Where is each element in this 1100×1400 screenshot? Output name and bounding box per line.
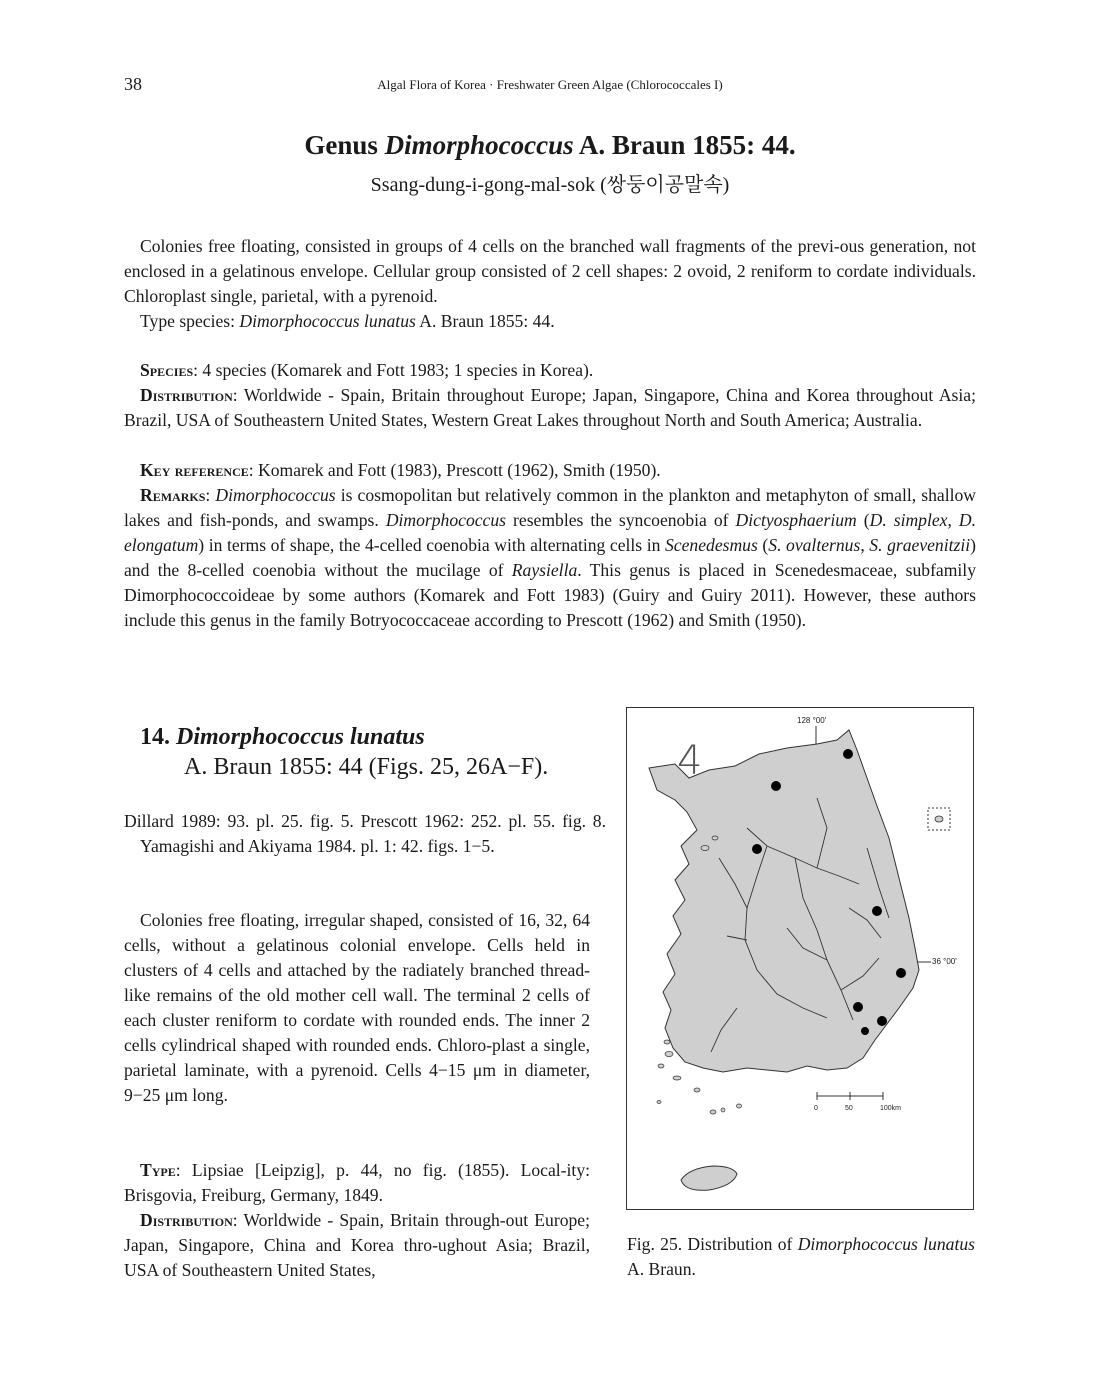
species-text: : 4 species (Komarek and Fott 1983; 1 species in Korea). [193, 360, 594, 380]
remarks-text: . This genus is placed in Scenedesmaceae, subfamily Dimorphococcoideae by some authors (Komarek and Fott 1983) (Guiry and Guiry 2011). However, these authors include this genus in the family Botryococcaceae according to Prescott (1962) and Smith (1950). [124, 560, 976, 630]
distribution-map-figure [626, 707, 974, 1210]
occurrence-dot [861, 1027, 869, 1035]
remarks-text: , [860, 535, 870, 555]
running-title: Algal Flora of Korea · Freshwater Green Algae (Chlorococcales I) [377, 77, 723, 92]
species-type [124, 1158, 590, 1208]
species-author-line: A. Braun 1855: 44 (Figs. 25, 26A−F). [184, 754, 549, 780]
distribution-paragraph [124, 383, 976, 433]
remarks-text: resembles the syncoenobia of [506, 510, 736, 530]
scale-label-50: 50 [845, 1105, 853, 1112]
taxon-name: D. simplex [869, 510, 948, 530]
taxon-name: Dimorphococcus [385, 510, 507, 530]
caption-suffix: A. Braun. [627, 1259, 696, 1279]
genus-authority: A. Braun 1855: 44. [573, 130, 796, 160]
scale-bar [817, 1092, 883, 1100]
genus-description-text: Colonies free floating, consisted in groups of 4 cells on the branched wall fragments of the previ-ous generation, not enclosed in a gelatinous envelope. Cellular group consisted of 2 cell shapes: 2 ovoid, 2 reniform to cordate individuals. Chloroplast single, parietal, with a pyrenoid. [124, 236, 976, 306]
species-number: 14. [140, 724, 176, 750]
map-figure-number: 4 [677, 738, 703, 784]
latitude-label: 36 °00' [932, 957, 957, 966]
species-description: Colonies free floating, irregular shaped, consisted of 16, 32, 64 cells, without a gelatinous colonial envelope. Cells held in clusters of 4 cells and attached by the radiately branched thread-like remains of the old mother cell wall. The terminal 2 cells of each cluster reniform to cordate with rounded ends. The inner 2 cells cylindrical shaped with rounded ends. Chloro-plast a single, parietal laminate, with a pyrenoid. Cells 4−15 μm in diameter, 9−25 μm long. [124, 910, 590, 1105]
remarks-text: ) in terms of shape, the 4-celled coenobia with alternating cells in [198, 535, 665, 555]
occurrence-dot [872, 906, 882, 916]
type-text: : Lipsiae [Leipzig], p. 44, no fig. (1855). Local-ity: Brisgovia, Freiburg, Germany, 1849. [124, 1160, 590, 1205]
key-reference-label: Key reference [140, 460, 249, 480]
type-species [124, 309, 976, 334]
genus-title [0, 130, 1100, 161]
figure-caption [627, 1232, 975, 1282]
species-paragraph [124, 358, 976, 383]
jeju-island [681, 1166, 737, 1190]
occurrence-dot [843, 749, 853, 759]
scale-label-0: 0 [814, 1105, 818, 1112]
genus-description [124, 234, 976, 309]
genus-name: Dimorphococcus [384, 130, 574, 160]
page-number: 38 [124, 74, 142, 94]
taxon-name: Dimorphococcus [215, 485, 336, 505]
species-references: Dillard 1989: 93. pl. 25. fig. 5. Prescott 1962: 252. pl. 55. fig. 8. Yamagishi and Akiyama 1984. pl. 1: 42. figs. 1−5. [124, 811, 606, 856]
key-reference-text: : Komarek and Fott (1983), Prescott (1962), Smith (1950). [248, 460, 661, 480]
type-species-authority: A. Braun 1855: 44. [415, 311, 555, 331]
korea-map [627, 708, 972, 1208]
taxon-name: S. graevenitzii [869, 535, 971, 555]
genus-prefix: Genus [304, 130, 385, 160]
species-name: Dimorphococcus lunatus [176, 724, 425, 750]
remarks-label: Remarks [140, 485, 206, 505]
species-distribution-text: : Worldwide - Spain, Britain through-out Europe; Japan, Singapore, China and Korea thro-ughout Asia; Brazil, USA of Southeastern United States, [124, 1210, 590, 1280]
species-label: Species [140, 360, 194, 380]
occurrence-dot [771, 781, 781, 791]
remarks-paragraph [124, 483, 976, 633]
ulleung-island [935, 816, 943, 822]
taxon-name: Dictyosphaerium [735, 510, 857, 530]
taxon-name: Raysiella [511, 560, 578, 580]
remarks-text: : [205, 485, 216, 505]
species-distribution-label: Distribution [140, 1210, 233, 1230]
occurrence-dot [877, 1016, 887, 1026]
remarks-text: ) and the 8-celled coenobia without the mucilage of [124, 535, 976, 580]
occurrence-dot [896, 968, 906, 978]
occurrence-dot [752, 844, 762, 854]
taxon-name: S. ovalternus [768, 535, 861, 555]
genus-korean-name: Ssang-dung-i-gong-mal-sok (쌍둥이공말속) [370, 174, 730, 196]
remarks-text: is cosmopolitan but relatively common in the plankton and metaphyton of small, shallow lakes and fish-ponds, and swamps. [124, 485, 976, 530]
remarks-text: ( [757, 535, 769, 555]
occurrence-dot [853, 1002, 863, 1012]
caption-taxon: Dimorphococcus lunatus [797, 1234, 975, 1254]
distribution-text: : Worldwide - Spain, Britain throughout Europe; Japan, Singapore, China and Korea throughout Asia; Brazil, USA of Southeastern United States, Western Great Lakes throughout North and South America; Australia. [124, 385, 976, 430]
key-reference-paragraph [124, 458, 976, 483]
distribution-label: Distribution [140, 385, 233, 405]
remarks-text: ( [856, 510, 870, 530]
type-species-name: Dimorphococcus lunatus [239, 311, 416, 331]
type-label: Type [140, 1160, 176, 1180]
taxon-name: Scenedesmus [665, 535, 758, 555]
longitude-label: 128 °00' [797, 716, 827, 725]
species-heading [140, 724, 425, 751]
caption-prefix: Fig. 25. Distribution of [627, 1234, 798, 1254]
species-distribution [124, 1208, 590, 1283]
taxon-name: D. elongatum [124, 510, 977, 555]
type-species-label: Type species: [140, 311, 240, 331]
remarks-text: , [947, 510, 959, 530]
scale-label-100km: 100km [880, 1105, 902, 1112]
